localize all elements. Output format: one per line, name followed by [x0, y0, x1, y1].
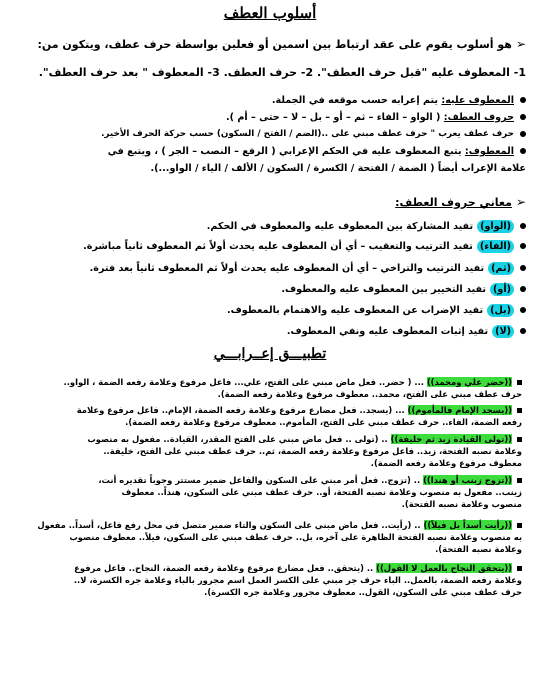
bullet-icon	[520, 265, 526, 271]
meaning-row	[10, 304, 526, 317]
bullet-icon	[520, 114, 526, 120]
example-block	[10, 474, 522, 511]
example-sentence: ((يتحقق النجاح بالعمل لا القول))	[376, 563, 512, 573]
meaning-row	[10, 262, 526, 275]
meaning-letter: (لا)	[492, 325, 514, 338]
meaning-text: تفيد الترتيب والتراخي – أي أن المعطوف عليه يحدث أولاً ثم المعطوف ثانياً بعد فترة.	[89, 263, 485, 274]
example-row	[10, 498, 522, 510]
application-title	[0, 346, 540, 362]
example-row	[10, 519, 522, 531]
meaning-letter: (الواو)	[477, 220, 514, 233]
item-label: المعطوف:	[464, 146, 514, 157]
item-text: يتم إعرابه حسب موقعه في الجملة.	[271, 95, 439, 106]
item-text: ( الواو – الفاء – ثم – أو – بل – لا – حتى – أم ).	[225, 112, 441, 123]
item-line	[10, 111, 526, 124]
example-block	[10, 519, 522, 556]
example-text: رفعه الضمة، الفاء.. حرف عطف مبني على الفتح، المأموم.. معطوف مرفوع وعلامة رفعه الضمة).	[125, 417, 522, 428]
title-text: أسلوب العطف	[223, 4, 317, 22]
page-title	[0, 4, 540, 22]
meaning-letter: (الفاء)	[477, 240, 514, 253]
item-line	[10, 94, 526, 107]
example-row	[10, 543, 522, 555]
definition-line	[10, 38, 526, 51]
square-bullet-icon	[517, 523, 522, 528]
item-line	[10, 145, 526, 158]
components-line	[10, 66, 526, 79]
arrow-bullet-icon: ➢	[515, 195, 526, 209]
example-row	[10, 388, 522, 400]
item-label: المعطوف عليه:	[441, 95, 514, 106]
meaning-text: تفيد التخيير بين المعطوف عليه والمعطوف.	[281, 284, 486, 295]
example-text: .. (يتحقق.. فعل مضارع مرفوع وعلامة رفعه الضمة، النجاح.. فاعل مرفوع	[74, 563, 374, 573]
bullet-icon	[520, 307, 526, 313]
example-row	[10, 445, 522, 457]
bullet-icon	[520, 223, 526, 229]
example-text: .. (رأيت.. فعل ماض مبني على السكون والتاء ضمير متصل في محل رفع فاعل، أسداً.. مفعول	[37, 520, 421, 530]
example-block	[10, 433, 522, 470]
example-row	[10, 531, 522, 543]
square-bullet-icon	[517, 478, 522, 483]
example-text: وعلامة نصبه الفتحة).	[435, 544, 522, 555]
example-row	[10, 574, 522, 586]
square-bullet-icon	[517, 408, 522, 413]
square-bullet-icon	[517, 437, 522, 442]
example-block	[10, 376, 522, 400]
bullet-icon	[520, 131, 526, 137]
example-text: .. (تولى .. فعل ماض مبني على الفتح المقدر، القيادة.. مفعول به منصوب	[87, 434, 388, 444]
bullet-icon	[520, 97, 526, 103]
bullet-icon	[520, 243, 526, 249]
meaning-text: تفيد المشاركة بين المعطوف عليه والمعطوف في الحكم.	[206, 221, 474, 232]
example-row	[10, 416, 522, 428]
example-text: ... ( حضر.. فعل ماض مبني على الفتح، علي... فاعل مرفوع وعلامة رفعه الضمة ، الواو..	[63, 377, 424, 387]
item-text: حرف عطف يعرب " حرف عطف مبني على ..(الضم / الفتح / السكون) حسب حركة الحرف الأخير.	[101, 129, 514, 139]
example-sentence: ((يسجد الإمام فالمأموم))	[407, 405, 512, 415]
meaning-row	[10, 240, 526, 253]
meaning-letter: (ثم)	[488, 262, 514, 275]
application-title-text: تطبيـــق إعــرابـــي	[213, 346, 327, 362]
example-row	[10, 586, 522, 598]
meaning-letter: (بل)	[487, 304, 514, 317]
item-line	[10, 128, 526, 141]
meaning-row	[10, 283, 526, 296]
example-row	[10, 486, 522, 498]
example-row	[10, 376, 522, 388]
item-label: حروف العطف:	[443, 112, 514, 123]
meaning-text: تفيد إثبات المعطوف عليه ونفي المعطوف.	[286, 326, 489, 337]
example-block	[10, 562, 522, 599]
example-sentence: ((رأيت أسداً بل فيلاً))	[423, 520, 512, 530]
example-sentence: ((حضر علي ومحمد))	[426, 377, 512, 387]
bullet-icon	[520, 328, 526, 334]
example-text: وعلامة نصبه الفتحة، زيد.. فاعل مرفوع وعلامة رفعه الضمة، ثم.. حرف عطف مبني على الفتح، خليفة..	[103, 446, 522, 457]
meanings-title: معاني حروف العطف:	[395, 196, 512, 209]
definition-text: هو أسلوب يقوم على عقد ارتباط بين اسمين أو فعلين بواسطة حرف عطف، ويتكون من:	[37, 38, 512, 51]
example-sentence: ((تولى القيادة زيد ثم خليفة))	[390, 434, 512, 444]
meaning-text: تفيد الترتيب والتعقيب – أي أن المعطوف عليه يحدث أولاً ثم المعطوف ثانياً مباشرة.	[83, 241, 473, 252]
example-row	[10, 474, 522, 486]
example-text: حرف عطف مبني على السكون، القول.. معطوف مجرور وعلامة جره الكسرة).	[204, 587, 522, 598]
item-text: يتبع المعطوف عليه في الحكم الإعرابي ( الرفع – النصب – الجر ) ، ويتبع في	[107, 146, 462, 157]
bullet-icon	[520, 148, 526, 154]
square-bullet-icon	[517, 380, 522, 385]
components-text: 1- المعطوف عليه "قبل حرف العطف". 2- حرف العطف. 3- المعطوف " بعد حرف العطف".	[38, 66, 526, 79]
example-text: ... (يسجد.. فعل مضارع مرفوع وعلامة رفعه الضمة، الإمام.. فاعل مرفوع وعلامة	[76, 405, 405, 415]
example-row	[10, 562, 522, 574]
meaning-letter: (أو)	[490, 283, 514, 296]
bullet-icon	[520, 286, 526, 292]
example-sentence: ((تزوج زينب أو هندا))	[423, 475, 512, 485]
arrow-bullet-icon: ➢	[515, 37, 526, 51]
example-text: به منصوب وعلامة نصبه الفتحة الظاهرة على آخره، بل.. حرف عطف مبني على السكون، فيلاً.. معطوف منصوب	[69, 532, 522, 543]
example-row	[10, 404, 522, 416]
square-bullet-icon	[517, 566, 522, 571]
meaning-row	[10, 325, 526, 338]
example-text: وعلامة رفعه الضمة، بالعمل.. الباء حرف جر مبني على الكسر العمل اسم مجرور بالباء وعلامة جره الكسرة، لا..	[73, 575, 522, 586]
example-text: حرف عطف مبني على الفتح، محمد.. معطوف مرفوع وعلامة رفعه الضمة).	[217, 389, 522, 400]
example-row	[10, 457, 522, 469]
example-text: منصوب وعلامة نصبه الفتحة).	[401, 499, 522, 510]
meaning-text: تفيد الإضراب عن المعطوف عليه والاهتمام بالمعطوف.	[226, 305, 484, 316]
example-row	[10, 433, 522, 445]
meaning-row	[10, 220, 526, 233]
item-line	[10, 162, 526, 175]
example-text: .. (تزوج.. فعل أمر مبني على السكون والفاعل ضمير مستتر وجوباً تقديره أنت،	[98, 475, 421, 485]
meanings-title-line	[10, 196, 526, 209]
item-text: علامة الإعراب أيضاً ( الضمة / الفتحة / الكسرة / السكون / الألف / الياء / الواو...).	[150, 163, 526, 174]
example-text: معطوف مرفوع وعلامة رفعه الضمة).	[370, 458, 522, 469]
example-block	[10, 404, 522, 428]
example-text: زينب.. مفعول به منصوب وعلامة نصبه الفتحة، أو.. حرف عطف مبني على السكون، هنداً.. معطوف	[121, 487, 522, 498]
